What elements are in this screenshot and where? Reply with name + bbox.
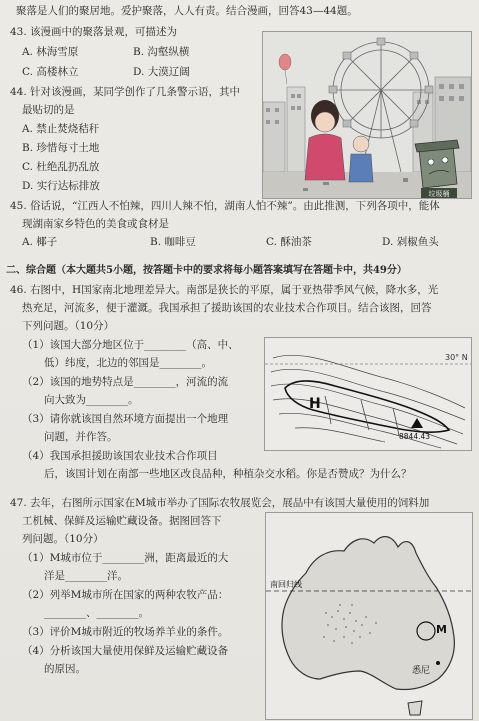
sydney-label: 悉尼: [412, 666, 431, 676]
q45-option-b: B. 咖啡豆: [150, 236, 196, 248]
q46-sub3-line2: 问题，并作答。: [44, 431, 118, 443]
peak-marker-icon: [411, 418, 423, 428]
q44-option-d: D. 实行达标排放: [22, 180, 100, 192]
q44-option-b: B. 珍惜每寸土地: [22, 142, 100, 154]
latitude-label: 30° N: [445, 353, 468, 362]
q46-line2: 热充足，河流多，便于灌溉。我国承担了援助该国的农业技术合作项目。结合该图，回答: [22, 302, 432, 314]
q47-line1: 47. 去年，右图所示国家在M城市举办了国际农牧展览会，展品中有该国大量使用的饲料加: [10, 497, 430, 509]
q47-line2: 工机械、保鲜及运输贮藏设备。据图回答下: [22, 515, 222, 527]
q45-stem-line1: 45. 俗话说，“江西人不怕辣，四川人辣不怕，湖南人怕不辣”。由此推测，下列各项中，能体: [10, 200, 440, 212]
bin-label: 垃圾桶: [428, 190, 450, 198]
q43-option-c: C. 高楼林立: [22, 66, 79, 78]
q45-option-c: C. 酥油茶: [266, 236, 312, 248]
tropic-of-capricorn-label: 南回归线: [270, 580, 302, 589]
q44-stem-line1: 44. 针对该漫画，某同学创作了几条警示语，其中: [10, 86, 241, 98]
q45-option-a: A. 椰子: [22, 236, 58, 248]
australia-map: [265, 512, 473, 720]
q47-sub1-line1: （1）M城市位于________洲，距离最近的大: [22, 552, 229, 564]
q47-sub4-line2: 的原因。: [44, 663, 86, 675]
country-h-label: H: [309, 396, 321, 412]
q44-option-c: C. 杜绝乱扔乱放: [22, 161, 100, 173]
intro-text: 聚落是人们的聚居地。爱护聚落，人人有责。结合漫画，回答43—44题。: [16, 5, 358, 17]
q47-line3: 列问题。（10分）: [22, 533, 104, 545]
country-h-map: [264, 337, 472, 451]
q43-option-d: D. 大漠辽阔: [133, 66, 190, 78]
q46-line3: 下列问题。（10分）: [22, 320, 115, 332]
q46-sub1-line1: （1）该国大部分地区位于________（高、中、: [22, 339, 239, 351]
q45-stem-line2: 现湖南家乡特色的美食或食材是: [22, 218, 169, 230]
q44-stem-line2: 最贴切的是: [22, 104, 75, 116]
q43-option-a: A. 林海雪原: [22, 46, 79, 58]
city-m-label: M: [436, 623, 447, 636]
q45-option-d: D. 剁椒鱼头: [382, 236, 439, 248]
q46-sub2-line2: 向大致为________。: [44, 394, 139, 406]
q46-sub4-line1: （4）我国承担援助该国农业技术合作项目: [22, 450, 218, 462]
q46-sub4-line2: 后，该国计划在南部一些地区改良品种，种植杂交水稻。你是否赞成？为什么？: [44, 468, 412, 480]
q46-sub1-line2: 低）纬度，北边的邻国是________。: [44, 357, 212, 369]
q47-sub3: （3）评价M城市附近的牧场养羊业的条件。: [22, 626, 229, 638]
q46-sub2-line1: （2）该国的地势特点是________，河流的流: [22, 376, 229, 388]
q44-option-a: A. 禁止焚烧秸秆: [22, 123, 100, 135]
q47-sub2-line1: （2）列举M城市所在国家的两种农牧产品：: [22, 589, 229, 601]
peak-elevation-label: 8844.43: [399, 432, 431, 441]
q46-sub3-line1: （3）请你就该国自然环境方面提出一个地理: [22, 413, 229, 425]
section-2-heading: 二、综合题（本大题共5小题，按答题卡中的要求将每小题答案填写在答题卡中，共49分）: [6, 265, 407, 276]
q43-option-b: B. 沟壑纵横: [133, 46, 190, 58]
q47-sub2-line2: ________、________。: [44, 607, 149, 619]
q47-sub4-line1: （4）分析该国大量使用保鲜及运输贮藏设备: [22, 645, 229, 657]
q43-stem: 43. 该漫画中的聚落景观，可描述为: [10, 26, 178, 38]
q46-line1: 46. 右图中，H国家南北地理差异大。南部是狭长的平原，属于亚热带季风气候，降水多，光: [10, 284, 439, 296]
q47-sub1-line2: 洋是________洋。: [44, 570, 128, 582]
sydney-marker-icon: [436, 661, 440, 665]
cartoon-illustration: [262, 31, 472, 199]
